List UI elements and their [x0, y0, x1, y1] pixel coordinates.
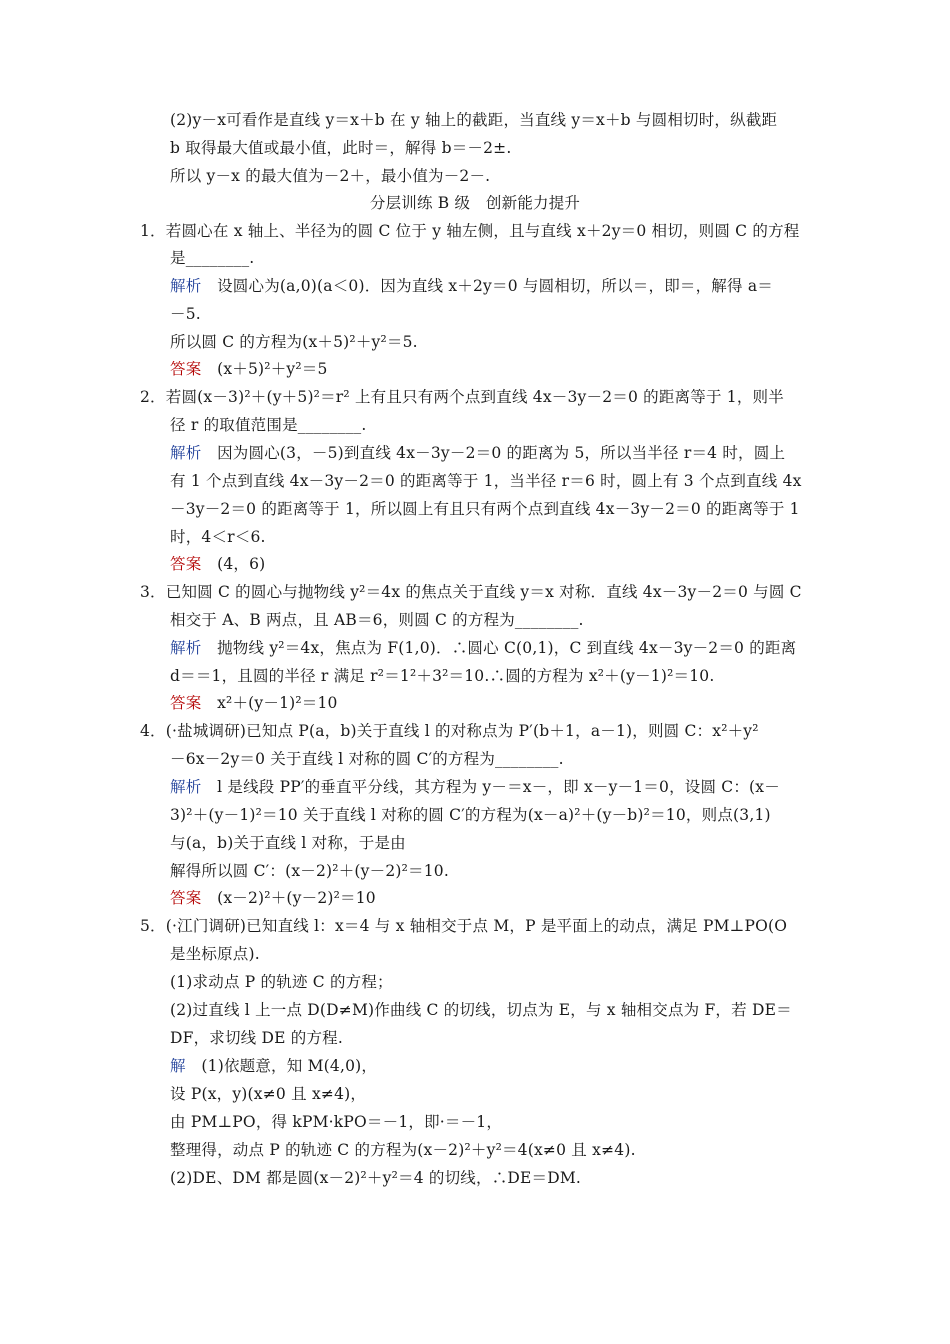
- line-text: (4，6): [201, 555, 266, 573]
- text-line: [140, 220, 799, 242]
- answer-label: 答案: [170, 360, 202, 378]
- line-text: －6x－2y＝0 关于直线 l 对称的圆 C′的方程为________.: [170, 750, 564, 768]
- text-line: [170, 109, 777, 131]
- answer-label: 答案: [170, 889, 202, 907]
- line-text: l 是线段 PP′的垂直平分线，其方程为 y－＝x－，即 x－y－1＝0，设圆 C：(x－: [201, 778, 780, 796]
- line-text: 所以 y－x 的最大值为－2＋，最小值为－2－.: [170, 167, 491, 185]
- text-line: [170, 887, 376, 909]
- text-line: [170, 553, 265, 575]
- answer-label: 答案: [170, 555, 202, 573]
- line-text: 相交于 A、B 两点，且 AB＝6，则圆 C 的方程为________.: [170, 611, 584, 629]
- line-text: DF，求切线 DE 的方程.: [170, 1029, 344, 1047]
- line-text: (x＋5)²＋y²＝5: [201, 360, 328, 378]
- text-line: [170, 1027, 343, 1049]
- line-text: 解得所以圆 C′：(x－2)²＋(y－2)²＝10.: [170, 862, 449, 880]
- line-text: 3．已知圆 C 的圆心与抛物线 y²＝4x 的焦点关于直线 y＝x 对称．直线 4x－3y－2＝0 与圆 C: [140, 583, 802, 601]
- line-text: 1．若圆心在 x 轴上、半径为的圆 C 位于 y 轴左侧，且与直线 x＋2y＝0 相切，则圆 C 的方程: [140, 222, 800, 240]
- text-line: [170, 470, 802, 492]
- line-text: 由 PM⊥PO，得 kPM·kPO＝－1，即·＝－1，: [170, 1113, 503, 1131]
- line-text: 是坐标原点).: [170, 945, 260, 963]
- text-line: [170, 414, 367, 436]
- text-line: [170, 137, 511, 159]
- text-line: [140, 581, 802, 603]
- text-line: [170, 331, 418, 353]
- text-line: [140, 915, 787, 937]
- line-text: 是________.: [170, 249, 255, 267]
- text-line: [170, 692, 338, 714]
- line-text: －5.: [170, 305, 201, 323]
- line-text: x²＋(y－1)²＝10: [201, 694, 338, 712]
- line-text: d＝＝1，且圆的半径 r 满足 r²＝1²＋3²＝10.∴圆的方程为 x²＋(y－1)²＝10.: [170, 667, 715, 685]
- text-line: [170, 1167, 581, 1189]
- line-text: 因为圆心(3，－5)到直线 4x－3y－2＝0 的距离为 5，所以当半径 r＝4 时，圆上: [201, 444, 786, 462]
- text-line: [170, 776, 780, 798]
- line-text: 整理得，动点 P 的轨迹 C 的方程为(x－2)²＋y²＝4(x≠0 且 x≠4).: [170, 1141, 636, 1159]
- line-text: (2)DE、DM 都是圆(x－2)²＋y²＝4 的切线，∴DE＝DM.: [170, 1169, 582, 1187]
- line-text: (2)y－x可看作是直线 y＝x＋b 在 y 轴上的截距，当直线 y＝x＋b 与圆相切时，纵截距: [170, 111, 778, 129]
- text-line: [170, 804, 771, 826]
- line-text: 时，4＜r＜6.: [170, 528, 266, 546]
- text-line: [170, 832, 406, 854]
- line-text: 有 1 个点到直线 4x－3y－2＝0 的距离等于 1，当半径 r＝6 时，圆上有 3 个点到直线 4x: [170, 472, 802, 490]
- text-line: [170, 526, 266, 548]
- text-line: [170, 999, 792, 1021]
- line-text: 设 P(x，y)(x≠0 且 x≠4)，: [170, 1085, 367, 1103]
- line-text: 设圆心为(a,0)(a＜0)．因为直线 x＋2y＝0 与圆相切，所以＝，即＝，解得 a＝: [201, 277, 773, 295]
- line-text: 抛物线 y²＝4x，焦点为 F(1,0)．∴圆心 C(0,1)，C 到直线 4x－3y－2＝0 的距离: [201, 639, 797, 657]
- line-text: 径 r 的取值范围是________.: [170, 416, 367, 434]
- line-text: 与(a，b)关于直线 l 对称，于是由: [170, 834, 406, 852]
- text-line: [0, 192, 950, 214]
- line-text: 分层训练 B 级 创新能力提升: [369, 194, 581, 212]
- line-text: (1)依题意，知 M(4,0)，: [185, 1057, 378, 1075]
- text-line: [170, 165, 490, 187]
- text-line: [170, 498, 800, 520]
- line-text: (x－2)²＋(y－2)²＝10: [201, 889, 376, 907]
- text-line: [170, 637, 796, 659]
- text-line: [170, 971, 393, 993]
- analysis-label: 解析: [170, 277, 202, 295]
- text-line: [170, 665, 714, 687]
- line-text: (2)过直线 l 上一点 D(D≠M)作曲线 C 的切线，切点为 E，与 x 轴相交点为 F，若 DE＝: [170, 1001, 792, 1019]
- analysis-label: 解析: [170, 639, 202, 657]
- text-line: [170, 860, 449, 882]
- line-text: 所以圆 C 的方程为(x＋5)²＋y²＝5.: [170, 333, 418, 351]
- text-line: [170, 1083, 366, 1105]
- analysis-label: 解析: [170, 444, 202, 462]
- text-line: [170, 1139, 636, 1161]
- analysis-label: 解析: [170, 778, 202, 796]
- line-text: 4．(·盐城调研)已知点 P(a，b)关于直线 l 的对称点为 P′(b＋1，a－1)，则圆 C：x²＋y²: [140, 722, 759, 740]
- text-line: [170, 358, 328, 380]
- line-text: －3y－2＝0 的距离等于 1，所以圆上有且只有两个点到直线 4x－3y－2＝0 的距离等于 1: [170, 500, 800, 518]
- answer-label: 答案: [170, 694, 202, 712]
- line-text: b 取得最大值或最小值，此时＝，解得 b＝－2±.: [170, 139, 512, 157]
- text-line: [170, 275, 773, 297]
- text-line: [170, 1111, 502, 1133]
- text-line: [140, 386, 784, 408]
- text-line: [140, 720, 759, 742]
- line-text: 5．(·江门调研)已知直线 l：x＝4 与 x 轴相交于点 M，P 是平面上的动点，满足 PM⊥PO(O: [140, 917, 788, 935]
- analysis-label: 解: [170, 1057, 186, 1075]
- text-line: [170, 748, 564, 770]
- text-line: [170, 303, 201, 325]
- line-text: 2．若圆(x－3)²＋(y＋5)²＝r² 上有且只有两个点到直线 4x－3y－2＝0 的距离等于 1，则半: [140, 388, 784, 406]
- line-text: (1)求动点 P 的轨迹 C 的方程；: [170, 973, 393, 991]
- text-line: [170, 609, 584, 631]
- text-line: [170, 442, 785, 464]
- text-line: [170, 1055, 377, 1077]
- text-line: [170, 943, 260, 965]
- text-line: [170, 247, 254, 269]
- line-text: 3)²＋(y－1)²＝10 关于直线 l 对称的圆 C′的方程为(x－a)²＋(y－b)²＝10，则点(3,1): [170, 806, 771, 824]
